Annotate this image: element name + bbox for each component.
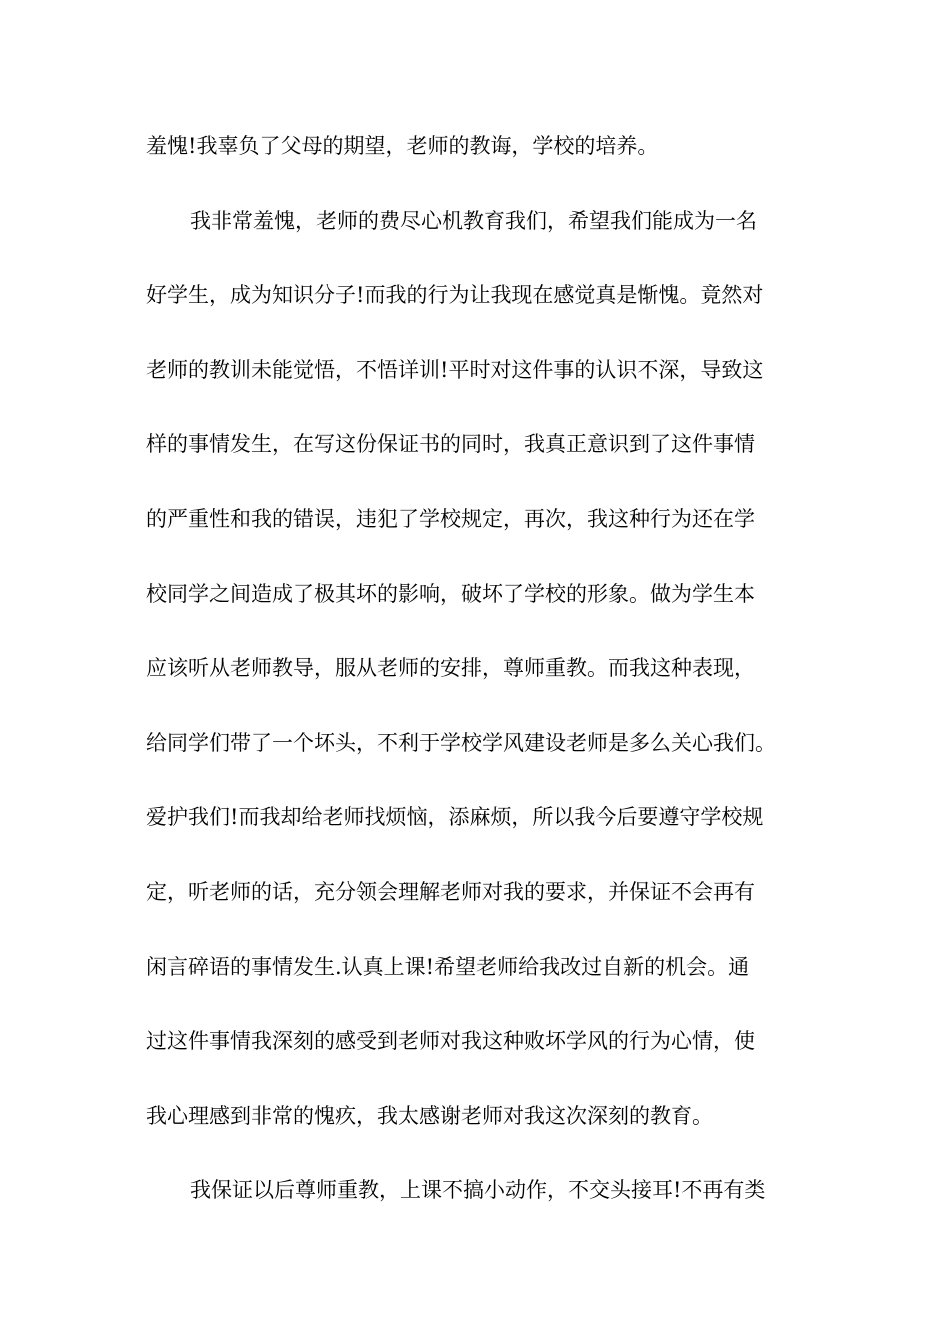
text-line: 样的事情发生，在写这份保证书的同时，我真正意识到了这件事情 [146, 432, 755, 457]
text-line: 过这件事情我深刻的感受到老师对我这种败坏学风的行为心情，使 [146, 1029, 755, 1054]
text-line: 我非常羞愧，老师的费尽心机教育我们，希望我们能成为一名 [190, 208, 757, 233]
text-line: 闲言碎语的事情发生.认真上课!希望老师给我改过自新的机会。通 [146, 954, 750, 979]
text-line: 老师的教训未能觉悟，不悟详训!平时对这件事的认识不深，导致这 [146, 357, 764, 382]
text-line: 的严重性和我的错误，违犯了学校规定，再次，我这种行为还在学 [146, 506, 755, 531]
text-line: 定，听老师的话，充分领会理解老师对我的要求，并保证不会再有 [146, 879, 755, 904]
text-line: 校同学之间造成了极其坏的影响，破坏了学校的形象。做为学生本 [146, 581, 755, 606]
text-line: 我保证以后尊师重教，上课不搞小动作，不交头接耳!不再有类 [190, 1178, 766, 1203]
text-line: 羞愧!我辜负了父母的期望，老师的教诲，学校的培养。 [146, 134, 659, 158]
text-line: 我心理感到非常的愧疚，我太感谢老师对我这次深刻的教育。 [146, 1103, 713, 1128]
text-line: 应该听从老师教导，服从老师的安排，尊师重教。而我这种表现， [146, 656, 755, 681]
text-line: 爱护我们!而我却给老师找烦恼，添麻烦，所以我今后要遵守学校规 [146, 805, 764, 830]
text-line: 给同学们带了一个坏头，不利于学校学风建设老师是多么关心我们。 [146, 730, 776, 755]
document-body [146, 134, 826, 1253]
text-line: 好学生，成为知识分子!而我的行为让我现在感觉真是惭愧。竟然对 [146, 283, 764, 308]
